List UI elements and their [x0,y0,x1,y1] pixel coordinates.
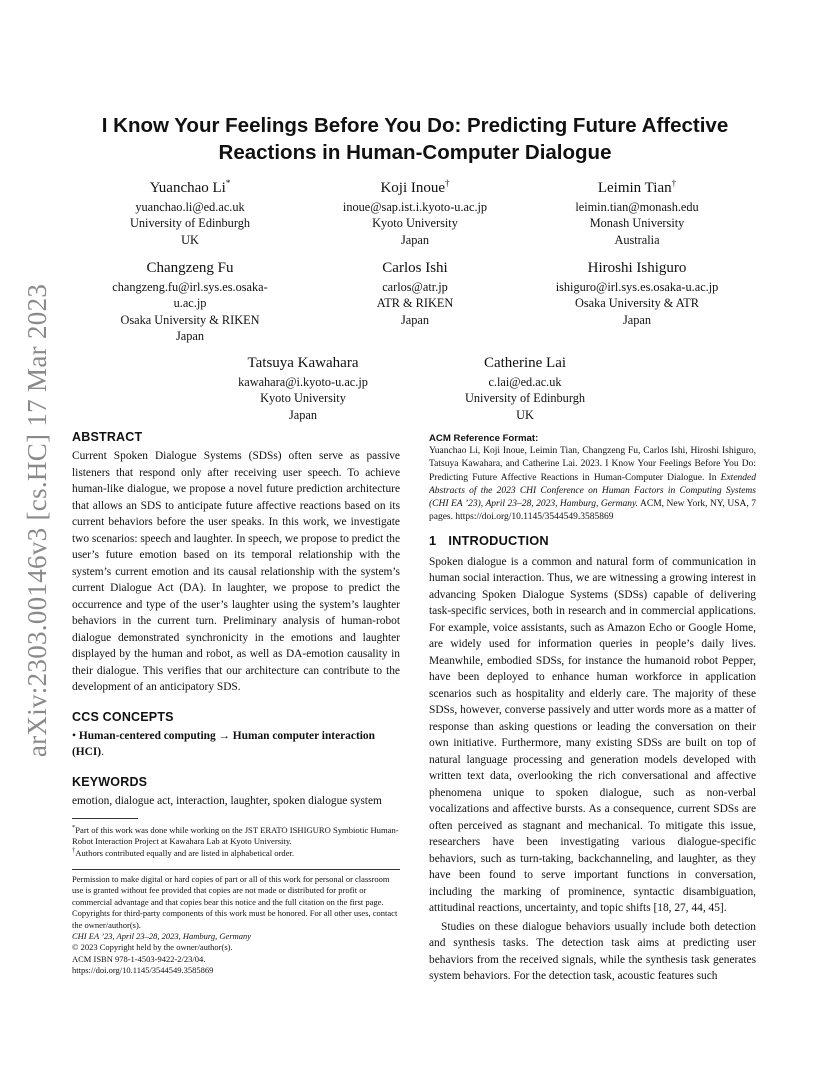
author-block [527,258,747,328]
author-block [425,353,625,423]
left-column [72,430,400,977]
author-name: Yuanchao Li [149,180,226,196]
author-country: Japan [176,328,204,343]
author-block [90,178,290,248]
author-country: UK [516,407,534,422]
author-affiliation: ATR & RIKEN [376,296,454,311]
author-email: carlos@atr.jp [382,280,448,294]
title-line-1: I Know Your Feelings Before You Do: Predicting Future Affective [101,114,729,137]
footnote-2-mark: † [72,846,76,854]
author-name: Carlos Ishi [382,260,448,276]
isbn-line: ACM ISBN 978-1-4503-9422-2/23/04. [72,953,206,964]
author-country: Japan [401,312,429,327]
doi-link[interactable]: https://doi.org/10.1145/3544549.3585869 [72,965,214,976]
author-block [310,258,520,328]
author-affiliation: Kyoto University [260,391,346,406]
footnote-2 [72,848,400,859]
ccs-arrow: → [218,729,230,742]
ccs-concept-1: Human-centered computing [78,729,216,742]
ccs-bullet: • [72,729,76,742]
author-block [203,353,403,423]
author-affiliation: University of Edinburgh [465,391,585,406]
arxiv-id: arXiv:2303.00146v3 [cs.HC] 17 Mar 2023 [22,283,53,757]
section-title: INTRODUCTION [448,532,549,548]
author-name: Leimin Tian [597,180,672,196]
author-email: inoue@sap.ist.i.kyoto-u.ac.jp [342,200,488,214]
author-name: Koji Inoue [380,180,446,196]
author-affiliation: University of Edinburgh [130,216,250,231]
title-line-2: Reactions in Human-Computer Dialogue [218,141,612,164]
author-email: yuanchao.li@ed.ac.uk [135,200,245,214]
author-email: c.lai@ed.ac.uk [488,375,562,389]
author-email-line-2: u.ac.jp [173,296,207,311]
author-name: Catherine Lai [483,355,567,371]
intro-paragraph-2: Studies on these dialogue behaviors usually include both detection and synthesis tasks. The detection task aims at predicting user behaviors from the received signals, while the synthesis task generates system behaviors. For the detection task, acoustic features such [429,920,756,983]
arxiv-sidebar [16,250,60,790]
ccs-concepts [72,728,400,761]
permission-text: Permission to make digital or hard copies of part or all of this work for personal or classroom use is granted without fee provided that copies are not made or distributed for profit or commercial advantage and that copies bear this notice and the full citation on the first page. Copyrights for third-party components of this work must be honored. For all other uses, contact the owner/author(s). [72,873,398,930]
keywords-text: emotion, dialogue act, interaction, laughter, spoken dialogue system [72,794,382,807]
author-name: Tatsuya Kawahara [247,355,359,371]
footnote-2-text: Authors contributed equally and are listed in alphabetical order. [75,847,295,858]
author-affiliation: Osaka University & ATR [575,296,699,311]
author-country: Australia [614,232,660,247]
author-email-line-1: changzeng.fu@irl.sys.es.osaka- [112,280,268,294]
paper-title [70,112,760,166]
author-email: kawahara@i.kyoto-u.ac.jp [238,375,368,389]
intro-paragraph-1: Spoken dialogue is a common and natural form of communication in human social interaction. Thus, we are witnessing a growing interest in advancing Spoken Dialogue Systems (SDSs) capable of delivering task-specific services, both in research and in commercial applications. For example, voice assistants, such as Amazon Echo or Google Home, are widely used for information queries in people’s daily lives. Meanwhile, embodied SDSs, for instance the humanoid robot Pepper, have been deployed to enhance human workforce in application scenarios such as hospitality and elderly care. The majority of these SDSs, however, converse passively and utter words more as a matter of response than asking questions or leading the conversation on their own initiative. Furthermore, many existing SDSs are built on top of natural language processing and generation models developed with written text data, overlooking the rich conversational and affective phenomena unique to spoken dialogue, such as non-verbal vocalizations and affective bursts. As a consequence, current SDSs are often perceived as stagnant and mechanical. To mitigate this issue, researchers have been investigating various dialogue-specific behaviors, such as turn-taking, backchanneling, and laughter, as they have been found to serve important functions in conversation, including the marking of prominence, syntactic disambiguation, attitudinal reactions, uncertainty, and topic shifts [18, 27, 44, 45]. [429,555,756,915]
abstract-text: Current Spoken Dialogue Systems (SDSs) often serve as passive listeners that respond only after receiving user speech. To achieve human-like dialogue, we propose a novel future prediction architecture that allows an SDS to anticipate future affective reactions based on its current behaviors before the user speaks. In this work, we investigate two scenarios: speech and laughter. In speech, we propose to predict the user’s future emotion based on its temporal relationship with the system’s current emotion and its causal relationship with the system’s current Dialogue Act (DA). In laughter, we propose to predict the occurrence and type of the user’s laughter using the system’s laughter behaviors in the current turn. Preliminary analysis of human-robot dialogue demonstrated synchronicity in the emotions and laughter displayed by the human and robot, as well as DA-emotion causality in their dialogue. This verifies that our architecture can contribute to the development of an anticipatory SDS. [72,450,401,693]
author-affiliation: Kyoto University [372,216,458,231]
acm-reference-venue: Extended Abstracts of the 2023 CHI Conference on Human Factors in Computing Systems (CHI EA ’23), April 23–28, 2023, Hamburg, Germany. [429,472,756,510]
introduction-heading [429,533,756,548]
acm-reference-authors: Yuanchao Li, Koji Inoue, Leimin Tian, Changzeng Fu, Carlos Ishi, Hiroshi Ishiguro, Tatsuya Kawahara, and Catherine Lai. 2023. I Know Your Feelings Before You Do: Predicting Future Affective Reactions in Human-Computer Dialogue. In [429,446,756,483]
author-country: Japan [623,312,651,327]
author-email: leimin.tian@monash.edu [575,200,699,214]
acm-reference-heading: ACM Reference Format: [429,433,539,444]
footnote-1 [72,825,400,848]
acm-reference-text [429,445,756,525]
footnote-rule [72,818,138,819]
ccs-end: . [101,746,104,758]
acm-reference-publisher: ACM, New York, NY, USA, 7 pages. https://doi.org/10.1145/3544549.3585869 [429,499,756,523]
author-country: UK [181,232,199,247]
copyright-line: © 2023 Copyright held by the owner/author(s). [72,942,233,953]
author-mark: † [445,178,450,188]
author-name: Changzeng Fu [146,260,234,276]
author-affiliation: Osaka University & RIKEN [120,312,260,327]
author-block [90,258,290,344]
keywords-heading: KEYWORDS [72,774,148,789]
section-number: 1 [429,532,437,548]
author-block [537,178,737,248]
ccs-heading: CCS CONCEPTS [72,709,174,724]
author-mark: * [225,178,231,188]
author-email: ishiguro@irl.sys.es.osaka-u.ac.jp [555,280,719,294]
author-country: Japan [289,407,317,422]
permission-rule [72,869,400,870]
author-affiliation: Monash University [589,216,685,231]
footnote-1-mark: * [72,824,76,832]
author-country: Japan [401,232,429,247]
author-name: Hiroshi Ishiguro [587,260,687,276]
ccs-concept-2: Human computer interaction (HCI) [72,729,375,758]
right-column [429,432,756,985]
venue-line: CHI EA ’23, April 23–28, 2023, Hamburg, Germany [72,930,252,941]
author-block [310,178,520,248]
author-mark: † [671,178,677,188]
footnote-1-text: Part of this work was done while working on the JST ERATO ISHIGURO Symbiotic Human-Robot Interaction Project at Kawahara Lab at Kyoto University. [72,825,399,847]
abstract-heading: ABSTRACT [72,430,143,444]
